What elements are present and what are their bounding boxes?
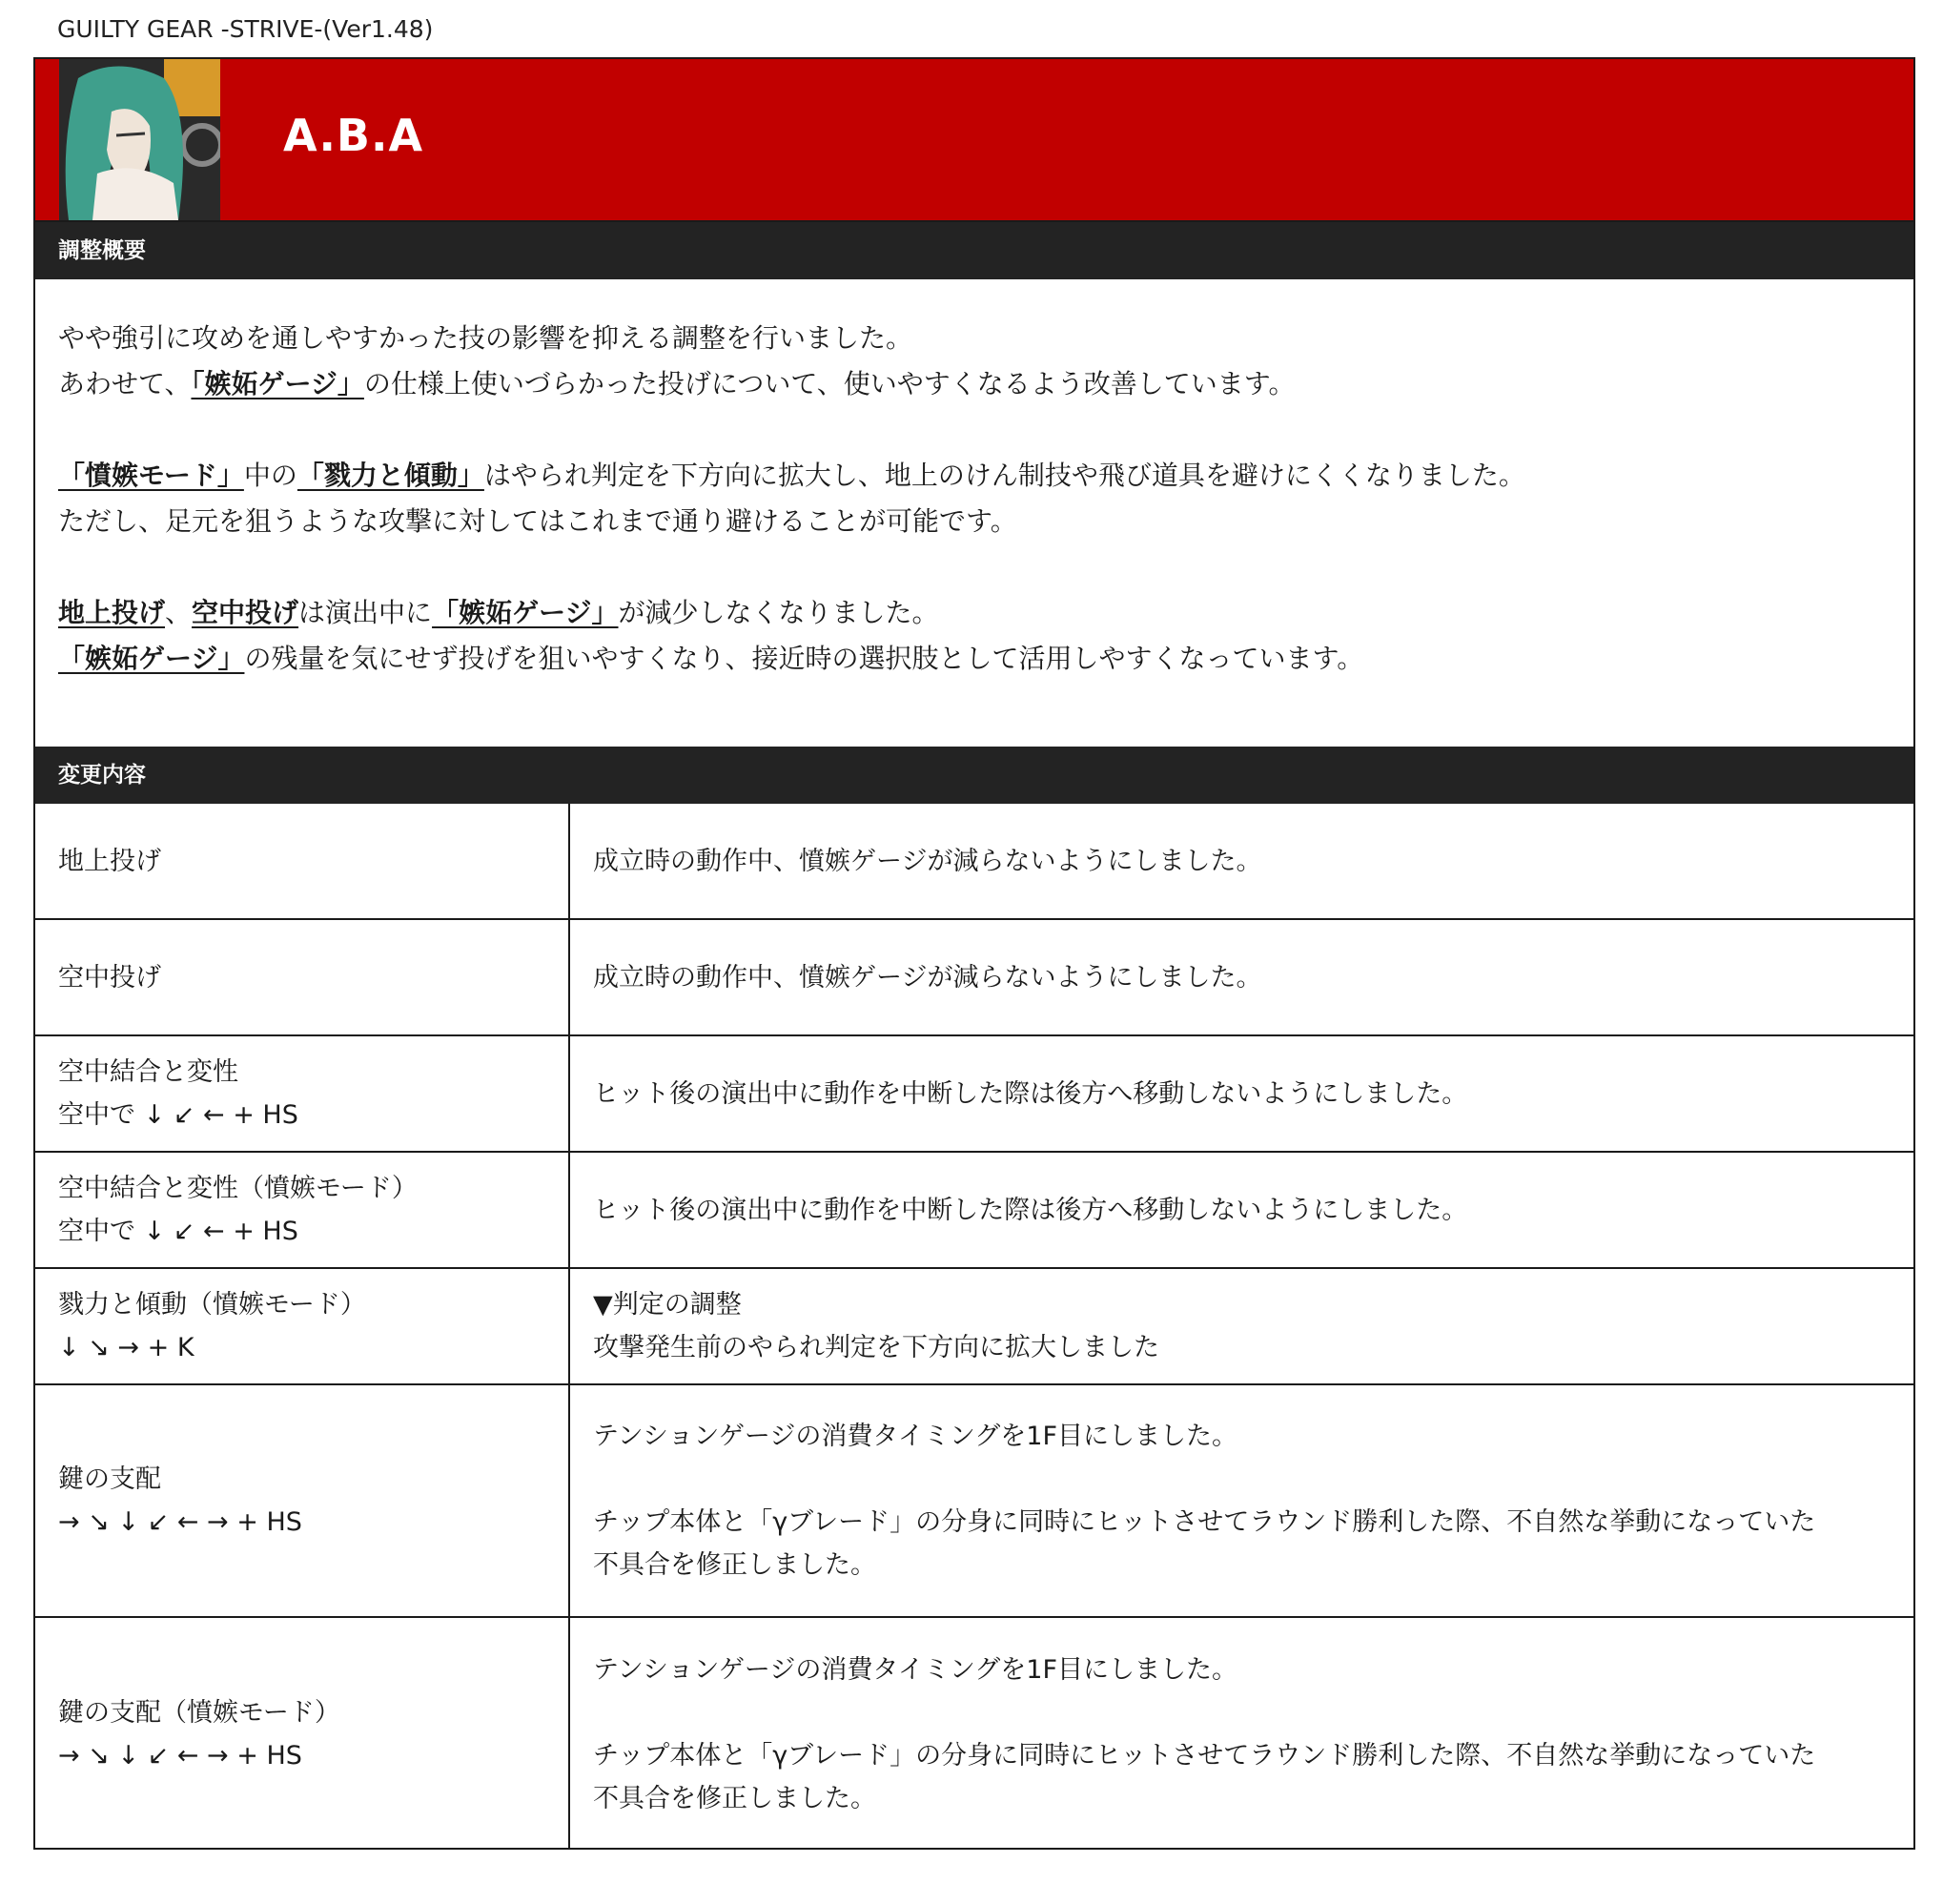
change-description-cell xyxy=(569,804,1913,919)
table-row xyxy=(35,1384,1913,1617)
move-cell xyxy=(35,919,569,1035)
change-description-cell xyxy=(569,1035,1913,1152)
table-row xyxy=(35,1268,1913,1384)
changes-section-header: 変更内容 xyxy=(35,747,1913,804)
spacer xyxy=(593,1691,1891,1734)
move-command: 空中で ↓ ↙ ← + HS xyxy=(58,1100,298,1130)
changes-table xyxy=(35,804,1913,1850)
move-cell xyxy=(35,804,569,919)
summary-line: やや強引に攻めを通しやすかった技の影響を抑える調整を行いました。 xyxy=(58,322,913,354)
move-name: 地上投げ xyxy=(58,846,161,876)
patch-notes-panel xyxy=(33,57,1915,1850)
change-description-cell xyxy=(569,1268,1913,1384)
summary-line xyxy=(58,636,1891,682)
character-portrait-icon xyxy=(59,59,220,220)
summary-line xyxy=(58,590,1891,636)
change-text: チップ本体と「γブレード」の分身に同時にヒットさせてラウンド勝利した際、不自然な挙動になっていた xyxy=(593,1507,1816,1537)
change-text: チップ本体と「γブレード」の分身に同時にヒットさせてラウンド勝利した際、不自然な挙動になっていた xyxy=(593,1740,1816,1771)
change-description-cell xyxy=(569,1152,1913,1268)
move-command: 空中で ↓ ↙ ← + HS xyxy=(58,1217,298,1246)
keyword-link[interactable]: 「嫉妬ゲージ」 xyxy=(432,597,619,628)
table-row xyxy=(35,1035,1913,1152)
move-cell xyxy=(35,1035,569,1152)
change-text: ヒット後の演出中に動作を中断した際は後方へ移動しないようにしました。 xyxy=(593,1078,1468,1109)
summary-text: はやられ判定を下方向に拡大し、地上のけん制技や飛び道具を避けにくくなりました。 xyxy=(483,460,1525,491)
summary-text: の仕様上使いづらかった投げについて、使いやすくなるよう改善しています。 xyxy=(363,368,1296,399)
table-row xyxy=(35,1617,1913,1850)
change-text: テンションゲージの消費タイミングを1F目にしました。 xyxy=(593,1422,1237,1451)
keyword-link[interactable]: 地上投げ xyxy=(58,597,166,628)
change-text: 成立時の動作中、憤嫉ゲージが減らないようにしました。 xyxy=(593,846,1262,876)
move-name: 鍵の支配（憤嫉モード） xyxy=(58,1697,340,1728)
character-name: A.B.A xyxy=(283,110,424,161)
change-text: 成立時の動作中、憤嫉ゲージが減らないようにしました。 xyxy=(593,962,1262,993)
keyword-link[interactable]: 「嫉妬ゲージ」 xyxy=(191,368,364,399)
summary-line xyxy=(58,361,1891,407)
move-name: 空中結合と変性 xyxy=(58,1057,238,1087)
move-cell xyxy=(35,1152,569,1268)
change-text: 攻撃発生前のやられ判定を下方向に拡大しました xyxy=(593,1333,1159,1362)
summary-text: 、 xyxy=(165,597,193,628)
summary-paragraph xyxy=(58,453,1891,544)
change-heading: ▼判定の調整 xyxy=(593,1290,742,1320)
change-text: 不具合を修正しました。 xyxy=(593,1783,876,1813)
table-row xyxy=(35,1152,1913,1268)
change-description-cell xyxy=(569,1384,1913,1617)
change-text: 不具合を修正しました。 xyxy=(593,1550,876,1580)
keyword-link[interactable]: 「憤嫉モード」 xyxy=(58,460,244,491)
move-cell xyxy=(35,1617,569,1850)
summary-paragraph xyxy=(58,316,1891,407)
table-row xyxy=(35,804,1913,919)
move-command: → ↘ ↓ ↙ ← → + HS xyxy=(58,1740,302,1771)
change-text: テンションゲージの消費タイミングを1F目にしました。 xyxy=(593,1654,1237,1685)
summary-text: 中の xyxy=(243,460,297,491)
move-name: 戮力と傾動（憤嫉モード） xyxy=(58,1290,366,1320)
spacer xyxy=(593,1458,1891,1501)
move-name: 空中投げ xyxy=(58,962,161,993)
move-name: 鍵の支配 xyxy=(58,1464,161,1494)
adjustment-summary xyxy=(35,279,1913,747)
table-row xyxy=(35,919,1913,1035)
summary-section-header: 調整概要 xyxy=(35,222,1913,279)
summary-line: ただし、足元を狙うような攻撃に対してはこれまで通り避けることが可能です。 xyxy=(58,505,1017,537)
keyword-link[interactable]: 「戮力と傾動」 xyxy=(297,460,484,491)
move-name: 空中結合と変性（憤嫉モード） xyxy=(58,1174,418,1203)
move-command: → ↘ ↓ ↙ ← → + HS xyxy=(58,1507,302,1537)
character-banner xyxy=(35,59,1913,222)
keyword-link[interactable]: 空中投げ xyxy=(192,597,299,628)
change-description-cell xyxy=(569,919,1913,1035)
summary-text: の残量を気にせず投げを狙いやすくなり、接近時の選択肢として活用しやすくなっています。 xyxy=(244,643,1364,674)
summary-text: が減少しなくなりました。 xyxy=(618,597,939,628)
change-description-cell xyxy=(569,1617,1913,1850)
move-command: ↓ ↘ → + K xyxy=(58,1333,194,1362)
keyword-link[interactable]: 「嫉妬ゲージ」 xyxy=(58,643,245,674)
page-header: GUILTY GEAR -STRIVE-(Ver1.48) xyxy=(57,15,434,43)
summary-line xyxy=(58,453,1891,499)
move-cell xyxy=(35,1384,569,1617)
move-cell xyxy=(35,1268,569,1384)
summary-text: は演出中に xyxy=(298,597,433,628)
change-text: ヒット後の演出中に動作を中断した際は後方へ移動しないようにしました。 xyxy=(593,1195,1468,1225)
summary-paragraph xyxy=(58,590,1891,682)
summary-text: あわせて、 xyxy=(58,368,192,399)
